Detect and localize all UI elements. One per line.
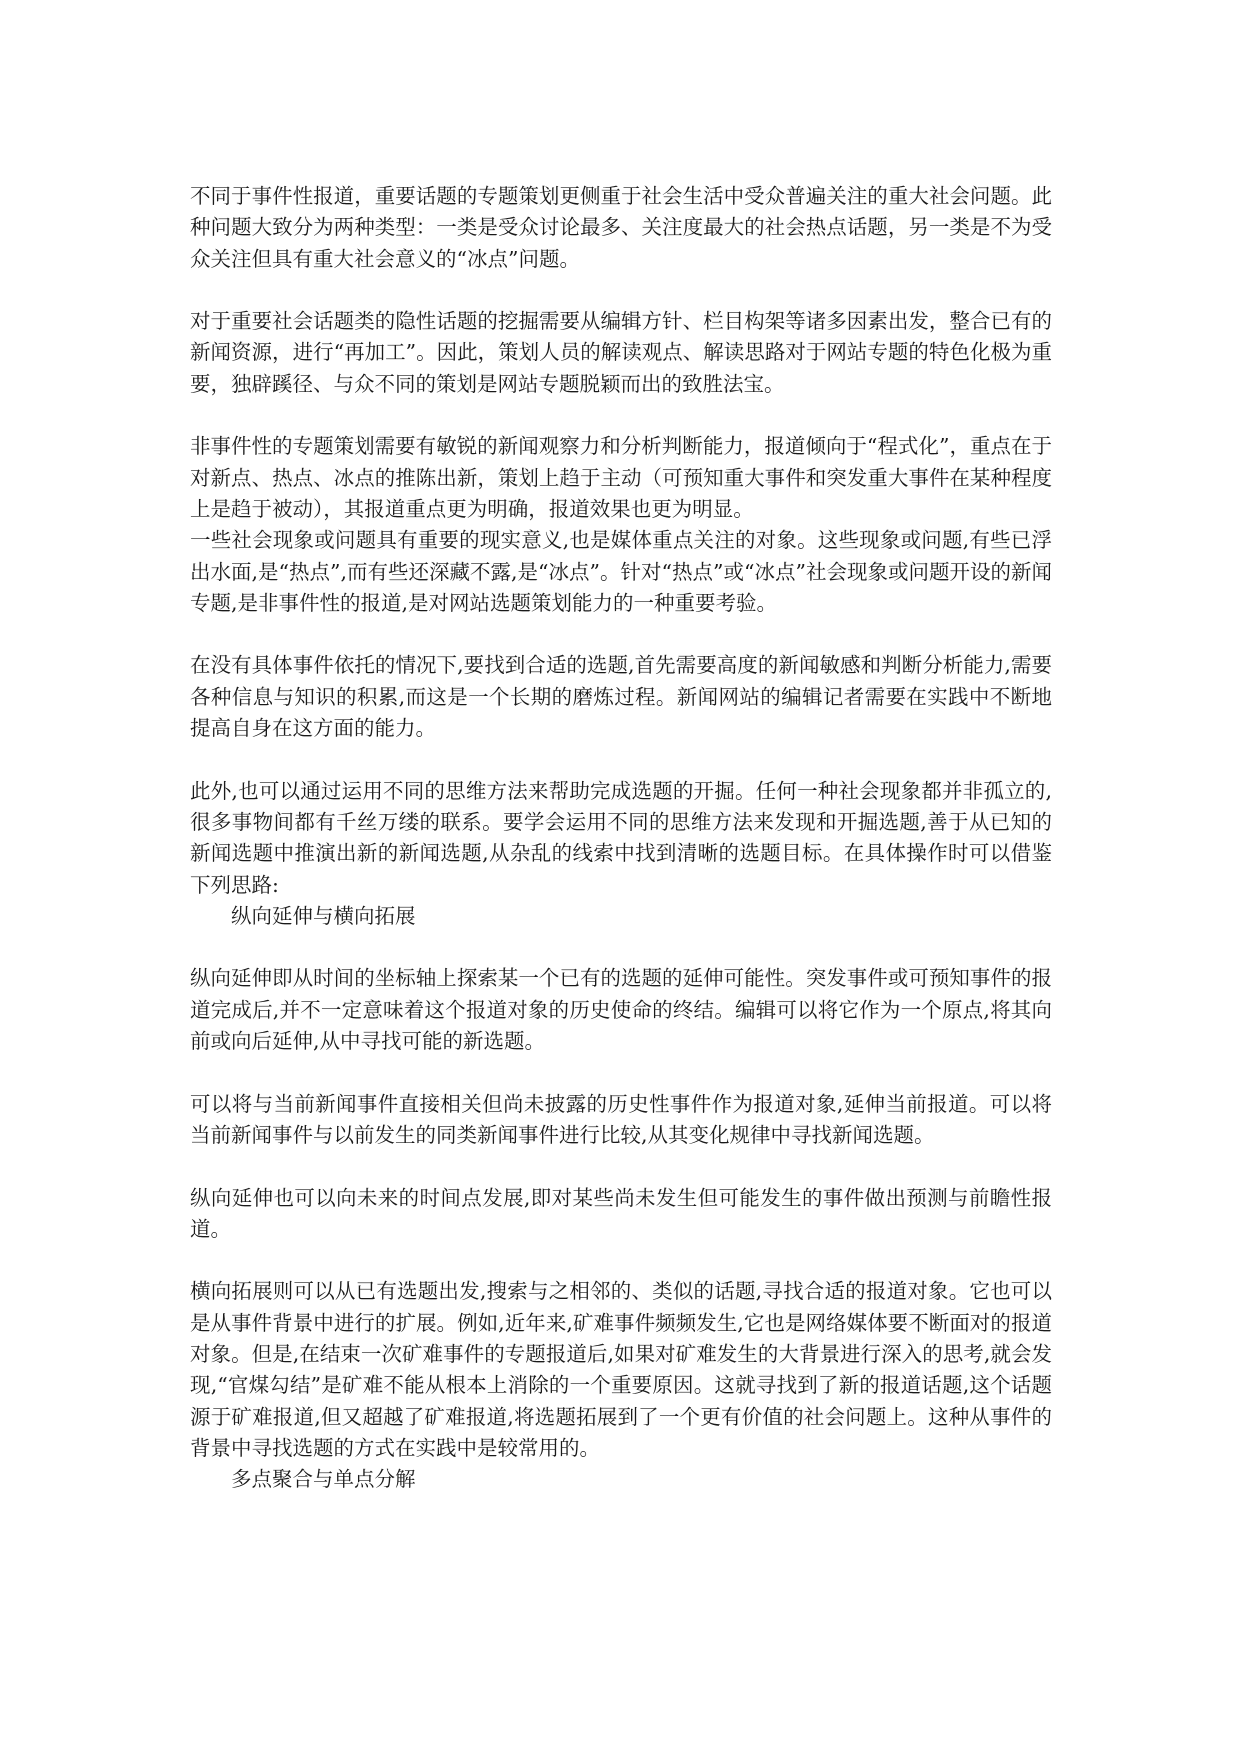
paragraph-topic-planning: 不同于事件性报道，重要话题的专题策划更侧重于社会生活中受众普遍关注的重大社会问题。此种问题大致分为两种类型：一类是受众讨论最多、关注度最大的社会热点话题，另一类是不为受众关注但具有重大社会意义的“冰点”问题。: [190, 184, 1052, 271]
paragraph-non-event-planning: 非事件性的专题策划需要有敏锐的新闻观察力和分析判断能力，报道倾向于“程式化”，重点在于对新点、热点、冰点的推陈出新，策划上趋于主动（可预知重大事件和突发重大事件在某种程度上是趋于被动），其报道重点更为明确，报道效果也更为明显。: [190, 434, 1052, 521]
paragraph-vertical-extension: 纵向延伸即从时间的坐标轴上探索某一个已有的选题的延伸可能性。突发事件或可预知事件的报道完成后,并不一定意味着这个报道对象的历史使命的终结。编辑可以将它作为一个原点,将其向前或向后延伸,从中寻找可能的新选题。: [190, 966, 1052, 1054]
paragraph-thinking-methods: 此外,也可以通过运用不同的思维方法来帮助完成选题的开掘。任何一种社会现象都并非孤立的,很多事物间都有千丝万缕的联系。要学会运用不同的思维方法来发现和开掘选题,善于从已知的新闻选题中推演出新的新闻选题,从杂乱的线索中找到清晰的选题目标。在具体操作时可以借鉴下列思路:: [190, 778, 1052, 897]
paragraph-news-sensitivity: 在没有具体事件依托的情况下,要找到合适的选题,首先需要高度的新闻敏感和判断分析能力,需要各种信息与知识的积累,而这是一个长期的磨炼过程。新闻网站的编辑记者需要在实践中不断地提高自身在这方面的能力。: [190, 653, 1052, 741]
paragraph-historical-events: 可以将与当前新闻事件直接相关但尚未披露的历史性事件作为报道对象,延伸当前报道。可以将当前新闻事件与以前发生的同类新闻事件进行比较,从其变化规律中寻找新闻选题。: [190, 1091, 1052, 1147]
paragraph-future-prediction: 纵向延伸也可以向未来的时间点发展,即对某些尚未发生但可能发生的事件做出预测与前瞻性报道。: [190, 1185, 1052, 1241]
document-page: [190, 181, 1052, 1495]
section-heading-vertical-horizontal: 纵向延伸与横向拓展: [231, 903, 416, 928]
paragraph-horizontal-expansion: 横向拓展则可以从已有选题出发,搜索与之相邻的、类似的话题,寻找合适的报道对象。它也可以是从事件背景中进行的扩展。例如,近年来,矿难事件频频发生,它也是网络媒体要不断面对的报道对象。但是,在结束一次矿难事件的专题报道后,如果对矿难发生的大背景进行深入的思考,就会发现,“官煤勾结”是矿难不能从根本上消除的一个重要原因。这就寻找到了新的报道话题,这个话题源于矿难报道,但又超越了矿难报道,将选题拓展到了一个更有价值的社会问题上。这种从事件的背景中寻找选题的方式在实践中是较常用的。: [190, 1279, 1052, 1460]
section-heading-aggregation-decomposition: 多点聚合与单点分解: [231, 1467, 416, 1492]
paragraph-hot-cold-points: 一些社会现象或问题具有重要的现实意义,也是媒体重点关注的对象。这些现象或问题,有些已浮出水面,是“热点”,而有些还深藏不露,是“冰点”。针对“热点”或“冰点”社会现象或问题开设的新闻专题,是非事件性的报道,是对网站选题策划能力的一种重要考验。: [190, 528, 1052, 615]
paragraph-hidden-topics: 对于重要社会话题类的隐性话题的挖掘需要从编辑方针、栏目构架等诸多因素出发，整合已有的新闻资源，进行“再加工”。因此，策划人员的解读观点、解读思路对于网站专题的特色化极为重要，独辟蹊径、与众不同的策划是网站专题脱颖而出的致胜法宝。: [190, 309, 1052, 396]
